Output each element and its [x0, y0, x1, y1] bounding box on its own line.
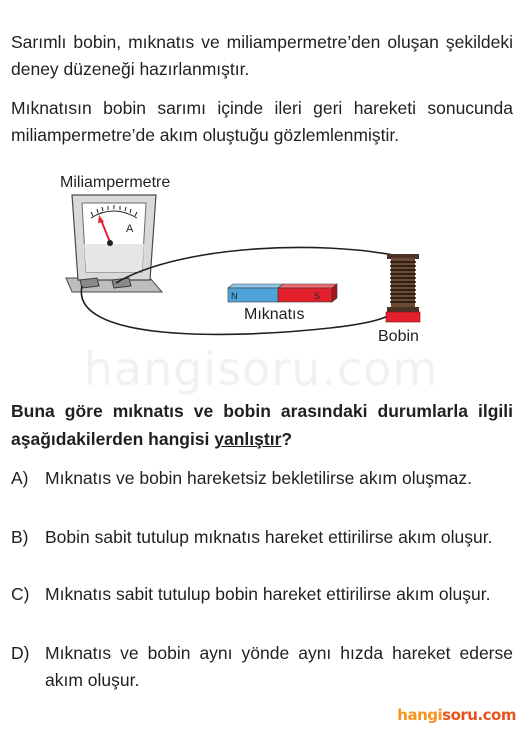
miliampermetre-device: [72, 195, 156, 280]
coil-label: Bobin: [378, 328, 419, 345]
coil: [386, 254, 420, 322]
option-text: Mıknatıs ve bobin aynı yönde aynı hızda hareket ederse akım oluşur.: [45, 643, 513, 690]
question-text: [11, 397, 513, 453]
option-text: Mıknatıs sabit tutulup bobin hareket ettirilirse akım oluşur.: [45, 584, 491, 604]
brand-part-1: hangi: [397, 706, 443, 724]
magnet-north-label: N: [231, 291, 238, 301]
intro-paragraph-2: Mıknatısın bobin sarımı içinde ileri geri hareketi sonucunda miliampermetre’de akım oluştuğu gözlemlenmiştir.: [11, 98, 513, 145]
option-text: Bobin sabit tutulup mıknatıs hareket ettirilirse akım oluşur.: [45, 527, 493, 547]
magnet-label: Mıknatıs: [244, 306, 305, 323]
question-main: Buna göre mıknatıs ve bobin arasındaki durumlarla ilgili aşağıdakilerden hangisi: [11, 401, 513, 449]
magnet-south-pole: [278, 288, 332, 302]
question-mark: ?: [281, 429, 293, 449]
option-letter: C): [11, 584, 30, 604]
coil-base: [386, 312, 420, 322]
meter-label: Miliampermetre: [60, 174, 171, 191]
magnet: [228, 284, 337, 302]
magnet-south-label: S: [314, 291, 321, 301]
brand-logo: [397, 706, 516, 724]
option-letter: D): [11, 643, 30, 663]
brand-part-2: soru.com: [442, 706, 516, 724]
option-letter: A): [11, 468, 29, 488]
meter-unit: A: [126, 223, 134, 235]
option-text: Mıknatıs ve bobin hareketsiz bekletilirse akım oluşmaz.: [45, 468, 472, 488]
watermark: hangisoru.com: [83, 342, 439, 396]
intro-paragraph-1: Sarımlı bobin, mıknatıs ve miliampermetre’den oluşan şekildeki deney düzeneği hazırlanmıştır.: [11, 32, 513, 79]
wire-upper: [116, 247, 398, 283]
experiment-figure: [0, 170, 522, 355]
option-letter: B): [11, 527, 29, 547]
question-underlined: yanlıştır: [214, 429, 282, 449]
